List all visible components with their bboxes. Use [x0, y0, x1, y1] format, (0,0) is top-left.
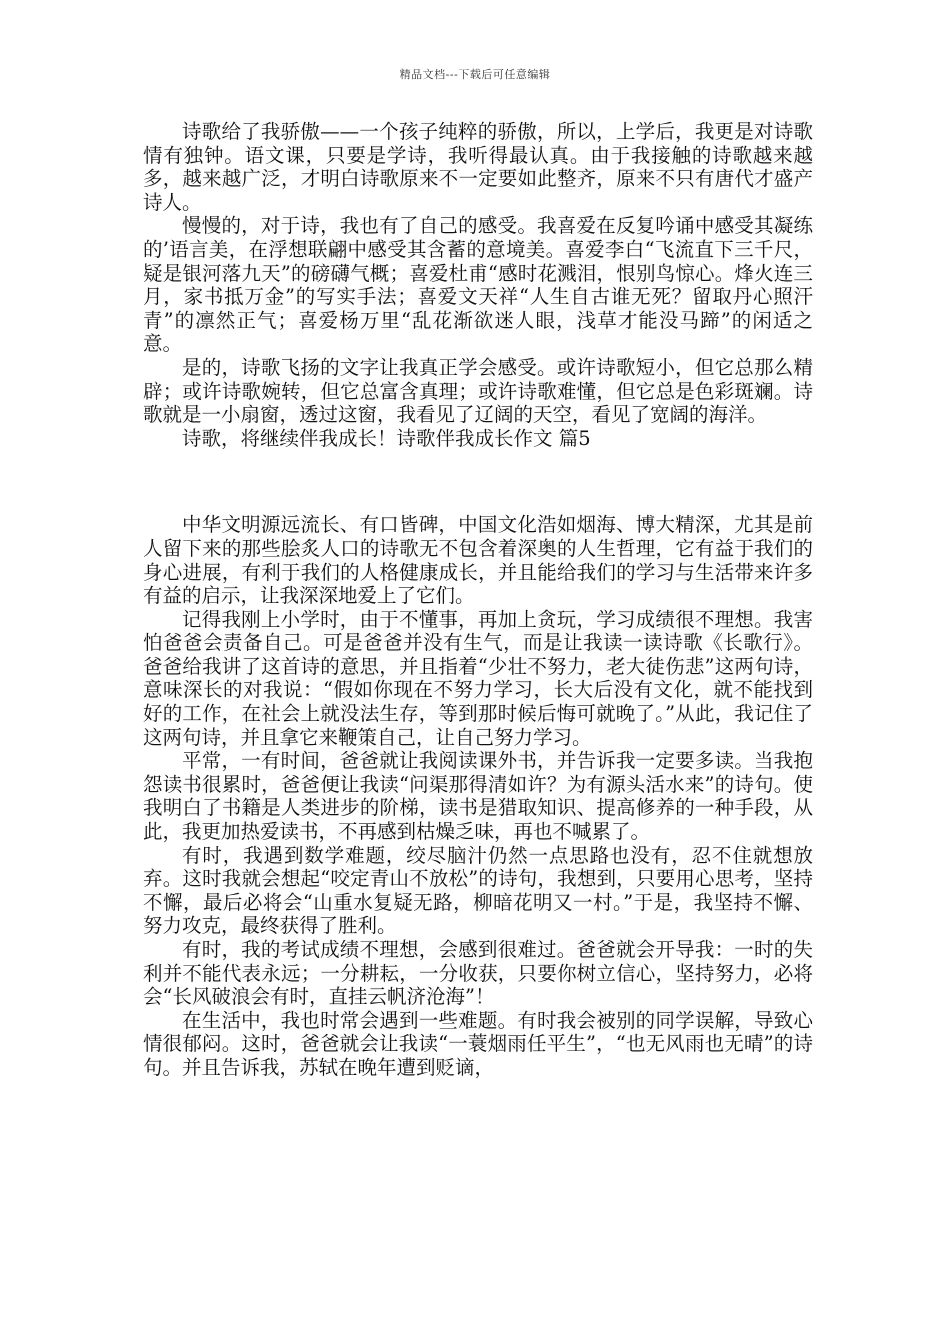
paragraph-7: 平常，一有时间，爸爸就让我阅读课外书，并告诉我一定要多读。当我抱怨读书很累时，爸爸便让我读“问渠那得清如许？为有源头活水来”的诗句。使我明白了书籍是人类进步的阶梯，读书是猎取知识、提高修养的一种手段，从此，我更加热爱读书，不再感到枯燥乏味，再也不喊累了。: [143, 749, 813, 844]
document-body: [143, 120, 813, 1080]
paragraph-8: 有时，我遇到数学难题，绞尽脑汁仍然一点思路也没有，忍不住就想放弃。这时我就会想起“咬定青山不放松”的诗句，我想到，只要用心思考，坚持不懈，最后必将会“山重水复疑无路，柳暗花明又一村。”于是，我坚持不懈、努力攻克，最终获得了胜利。: [143, 843, 813, 938]
paragraph-10: 在生活中，我也时常会遇到一些难题。有时我会被别的同学误解，导致心情很郁闷。这时，爸爸就会让我读“一蓑烟雨任平生”，“也无风雨也无晴”的诗句。并且告诉我，苏轼在晚年遭到贬谪，: [143, 1008, 813, 1079]
paragraph-6: 记得我刚上小学时，由于不懂事，再加上贪玩，学习成绩很不理想。我害怕爸爸会责备自己。可是爸爸并没有生气，而是让我读一读诗歌《长歌行》。爸爸给我讲了这首诗的意思，并且指着“少壮不努力，老大徒伤悲”这两句诗，意味深长的对我说：“假如你现在不努力学习，长大后没有文化，就不能找到好的工作，在社会上就没法生存，等到那时候后悔可就晚了。”从此，我记住了这两句诗，并且拿它来鞭策自己，让自己努力学习。: [143, 607, 813, 749]
paragraph-3: 是的，诗歌飞扬的文字让我真正学会感受。或许诗歌短小，但它总那么精辟；或许诗歌婉转，但它总富含真理；或许诗歌难懂，但它总是色彩斑斓。诗歌就是一小扇窗，透过这窗，我看见了辽阔的天空，看见了宽阔的海洋。: [143, 355, 813, 427]
paragraph-2: 慢慢的，对于诗，我也有了自己的感受。我喜爱在反复吟诵中感受其凝练的’语言美，在浮想联翩中感受其含蓄的意境美。喜爱李白“飞流直下三千尺，疑是银河落九天”的磅礴气概；喜爱杜甫“感时花溅泪，恨别鸟惊心。烽火连三月，家书抵万金”的写实手法；喜爱文天祥“人生自古谁无死？留取丹心照汗青”的凛然正气；喜爱杨万里“乱花渐欲迷人眼，浅草才能没马蹄”的闲适之意。: [143, 214, 813, 356]
page-header: 精品文档---下载后可任意编辑: [399, 68, 551, 81]
paragraph-1: 诗歌给了我骄傲——一个孩子纯粹的骄傲，所以，上学后，我更是对诗歌情有独钟。语文课，只要是学诗，我听得最认真。由于我接触的诗歌越来越多，越来越广泛，才明白诗歌原来不一定要如此整齐，原来不只有唐代才盛产诗人。: [143, 120, 813, 214]
paragraph-5: 中华文明源远流长、有口皆碑，中国文化浩如烟海、博大精深，尤其是前人留下来的那些脍炙人口的诗歌无不包含着深奥的人生哲理，它有益于我们的身心进展，有利于我们的人格健康成长，并且能给我们的学习与生活带来许多有益的启示，让我深深地爱上了它们。: [143, 513, 813, 608]
section-title: 诗歌，将继续伴我成长！诗歌伴我成长作文 篇5: [182, 426, 591, 450]
paragraph-9: 有时，我的考试成绩不理想，会感到很难过。爸爸就会开导我：一时的失利并不能代表永远；一分耕耘，一分收获，只要你树立信心，坚持努力，必将会“长风破浪会有时，直挂云帆济沧海”！: [143, 938, 813, 1009]
